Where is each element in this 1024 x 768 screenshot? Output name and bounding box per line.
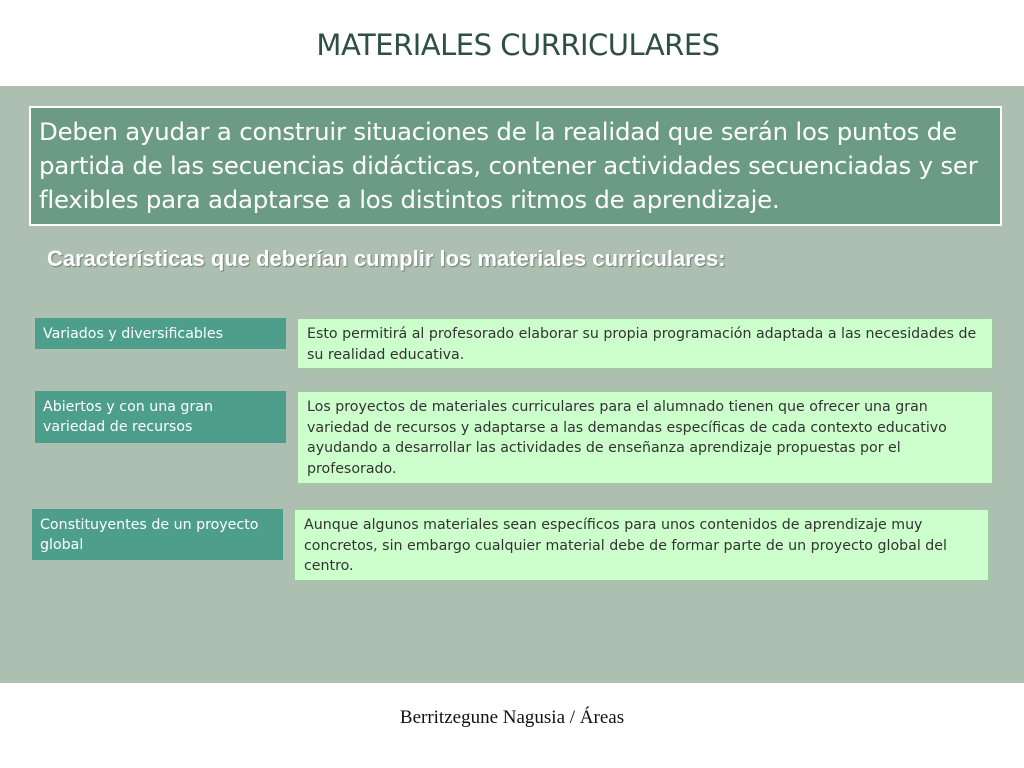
characteristics-heading: Características que deberían cumplir los materiales curriculares:: [47, 246, 726, 271]
characteristic-desc-global: Aunque algunos materiales sean específicos para unos contenidos de aprendizaje muy concretos, sin embargo cualquier material debe de formar parte de un proyecto global del centro.: [294, 509, 989, 581]
characteristic-label-open: Abiertos y con una gran variedad de recursos: [35, 391, 286, 443]
characteristic-desc-varied: Esto permitirá al profesorado elaborar su propia programación adaptada a las necesidades de su realidad educativa.: [297, 318, 993, 369]
intro-box: Deben ayudar a construir situaciones de la realidad que serán los puntos de partida de las secuencias didácticas, contener actividades secuenciadas y ser flexibles para adaptarse a los distintos ritmos de aprendizaje.: [29, 106, 1002, 226]
characteristic-label-global: Constituyentes de un proyecto global: [32, 509, 283, 560]
slide-footer: Berritzegune Nagusia / Áreas: [399, 707, 625, 728]
characteristic-desc-open: Los proyectos de materiales curriculares para el alumnado tienen que ofrecer una gran variedad de recursos y adaptarse a las demandas específicas de cada contexto educativo ayudando a desarrollar las actividades de enseñanza aprendizaje propuestas por el profesorado.: [297, 391, 993, 484]
slide-title: MATERIALES CURRICULARES: [316, 28, 720, 62]
characteristic-label-varied: Variados y diversificables: [35, 318, 286, 349]
